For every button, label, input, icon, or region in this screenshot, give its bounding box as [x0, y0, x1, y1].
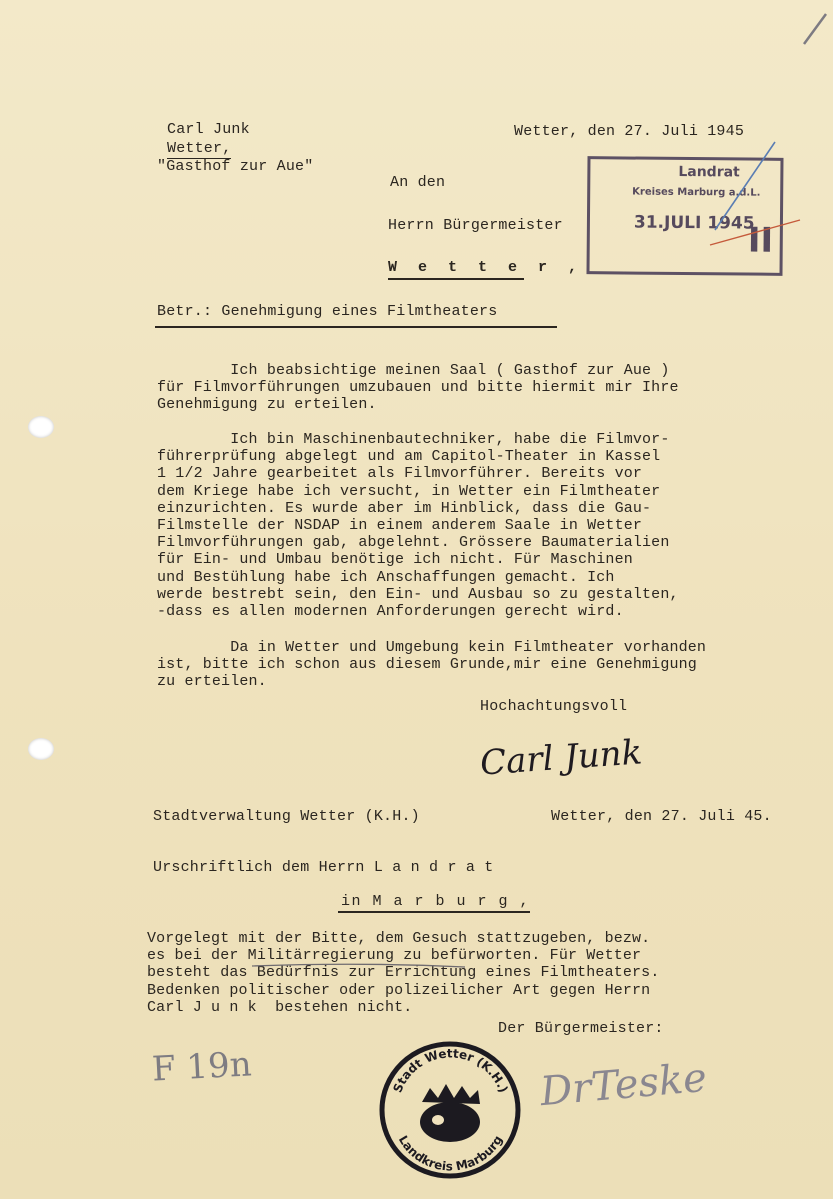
closing: Hochachtungsvoll	[480, 698, 628, 715]
mayor-title: Der Bürgermeister:	[498, 1020, 664, 1037]
paragraph-3: Da in Wetter und Umgebung kein Filmtheater vorhanden ist, bitte ich schon aus diesem Grunde,mir eine Genehmigung zu erteilen.	[157, 639, 707, 691]
seal-top-text: Stadt Wetter (K.H.)	[390, 1046, 511, 1095]
signature-mayor: DrTeske	[538, 1054, 709, 1116]
recipient-underline	[388, 278, 524, 280]
subject-underline	[155, 326, 557, 328]
seal-bottom-text: Landkreis Marburg	[395, 1133, 506, 1174]
pencil-underline	[250, 960, 470, 972]
endorsement-date: Wetter, den 27. Juli 45.	[551, 808, 772, 825]
margin-pencil-note: F 19n	[151, 1044, 253, 1090]
paragraph-2: Ich bin Maschinenbautechniker, habe die Filmvor- führerprüfung abgelegt und am Capitol-Theater in Kassel 1 1/2 Jahre gearbeitet als Filmvorführer. Bereits vor dem Kriege habe ich versucht, in Wetter ein Filmtheater einzurichten. Es wurde aber im Hinblick, dass die Gau- Filmstelle der NSDAP in einem anderem Saale in Wetter Filmvorführungen gab, abgelehnt. Grössere Baumaterialien für Ein- und Umbau benötige ich nicht. Für Maschinen und Bestühlung habe ich Anschaffungen gemacht. Ich werde bestrebt sein, den Ein- und Ausbau so zu gestalten, -dass es allen modernen Anforderungen gerecht wird.	[157, 431, 679, 621]
stamp-mark: II	[747, 220, 774, 261]
stamp-date: 31.JULI 1945	[633, 212, 755, 234]
punch-hole-top	[28, 416, 54, 438]
endorsement-body: Vorgelegt mit der Bitte, dem Gesuch stattzugeben, bezw. es bei der Militärregierung zu befürworten. Für Wetter besteht das Bedürfnis zur Errichtung eines Filmtheaters. Bedenken politischer oder polizeilicher Art gegen Herrn Carl J u n k bestehen nicht.	[147, 930, 660, 1016]
svg-text:Stadt Wetter (K.H.)	[390, 1046, 510, 1094]
endorsement-line2-underline	[338, 911, 530, 913]
stamp-authority: Landrat	[678, 163, 740, 181]
letter-date: Wetter, den 27. Juli 1945	[514, 123, 745, 140]
paragraph-1: Ich beabsichtige meinen Saal ( Gasthof zur Aue ) für Filmvorführungen umzubauen und bitte hiermit mir Ihre Genehmigung zu erteilen.	[157, 362, 679, 414]
seal-emblem-icon	[420, 1084, 480, 1142]
stamp-pen-strokes	[560, 120, 833, 300]
signature-carl-junk: Carl Junk	[478, 732, 644, 784]
endorsement-authority: Stadtverwaltung Wetter (K.H.)	[153, 808, 420, 825]
stamp-district: Kreises Marburg a.d.L.	[632, 186, 761, 199]
seal-stamp	[378, 1040, 523, 1180]
sender-inn: "Gasthof zur Aue"	[157, 158, 314, 175]
recipient-town: W e t t e r ,	[388, 259, 584, 276]
endorsement-line1: Urschriftlich dem Herrn L a n d r a t	[153, 859, 494, 876]
recipient-line1: An den	[390, 174, 446, 191]
corner-pencil-mark	[800, 8, 830, 48]
sender-town: Wetter,	[167, 140, 232, 157]
endorsement-line2: in M a r b u r g ,	[341, 893, 531, 910]
sender-name: Carl Junk	[167, 121, 250, 138]
punch-hole-bottom	[28, 738, 54, 760]
recipient-line2: Herrn Bürgermeister	[388, 217, 563, 234]
subject-line: Betr.: Genehmigung eines Filmtheaters	[157, 303, 498, 320]
